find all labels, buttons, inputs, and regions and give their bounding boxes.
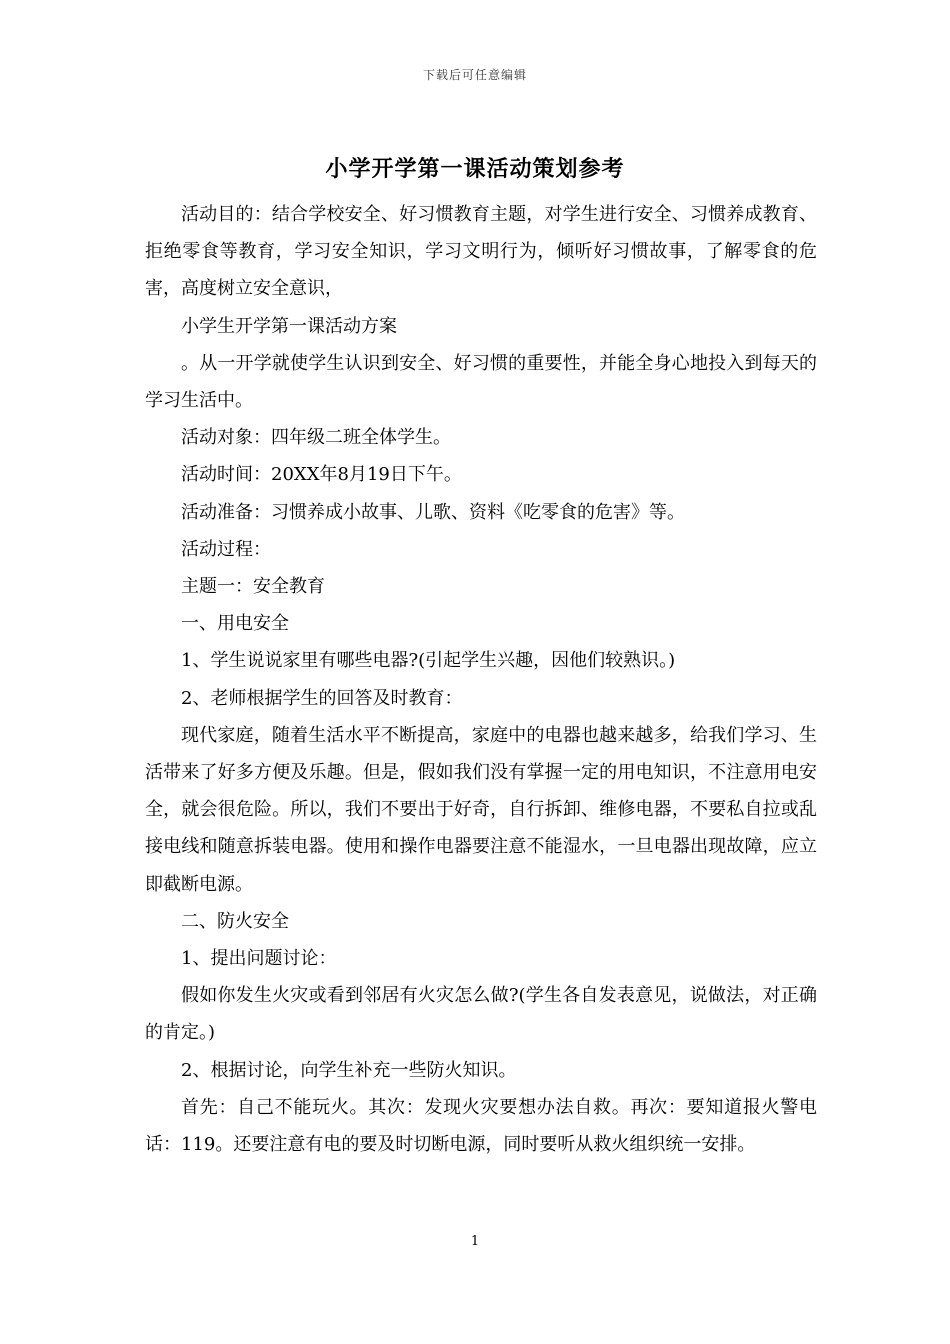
paragraph-activity-preparation: 活动准备：习惯养成小故事、儿歌、资料《吃零食的危害》等。 [181,501,685,523]
paragraph-theme-one: 主题一：安全教育 [181,576,325,598]
paragraph-fire-step-2: 2、根据讨论，向学生补充一些防火知识。 [181,1059,517,1081]
paragraph-activity-process: 活动过程： [181,538,271,560]
document-body [145,196,817,1163]
paragraph-activity-purpose: 活动目的：结合学校安全、好习惯教育主题，对学生进行安全、习惯养成教育、拒绝零食等教育，学习安全知识，学习文明行为，倾听好习惯故事，了解零食的危害，高度树立安全意识， [145,204,817,300]
paragraph-fire-question: 假如你发生火灾或看到邻居有火灾怎么做?(学生各自发表意见，说做法，对正确的肯定。) [145,985,817,1044]
paragraph-goal: 。从一开学就使学生认识到安全、好习惯的重要性，并能全身心地投入到每天的学习生活中。 [145,352,817,412]
paragraph-electricity-step-2: 2、老师根据学生的回答及时教育： [181,687,463,709]
paragraph-activity-target: 活动对象：四年级二班全体学生。 [181,427,451,449]
paragraph-section-electricity: 一、用电安全 [181,613,289,635]
paragraph-section-fire: 二、防火安全 [181,910,289,932]
paragraph-plan-heading: 小学生开学第一课活动方案 [181,315,397,337]
paragraph-fire-step-1: 1、提出问题讨论： [181,948,337,970]
paragraph-activity-time: 活动时间：20XX年8月19日下午。 [181,464,462,486]
document-title: 小学开学第一课活动策划参考 [325,156,625,182]
paragraph-electricity-step-1: 1、学生说说家里有哪些电器?(引起学生兴趣，因他们较熟识。) [181,650,676,672]
paragraph-electricity-content: 现代家庭，随着生活水平不断提高，家庭中的电器也越来越多，给我们学习、生活带来了好多方便及乐趣。但是，假如我们没有掌握一定的用电知识，不注意用电安全，就会很危险。所以，我们不要出于好奇，自行拆卸、维修电器，不要私自拉或乱接电线和随意拆装电器。使用和操作电器要注意不能湿水，一旦电器出现故障，应立即截断电源。 [145,724,817,895]
page-header-note: 下载后可任意编辑 [422,68,527,82]
paragraph-fire-knowledge: 首先：自己不能玩火。其次：发现火灾要想办法自救。再次：要知道报火警电话：119。还要注意有电的要及时切断电源，同时要听从救火组织统一安排。 [145,1096,817,1156]
page-number: 1 [470,1234,480,1249]
